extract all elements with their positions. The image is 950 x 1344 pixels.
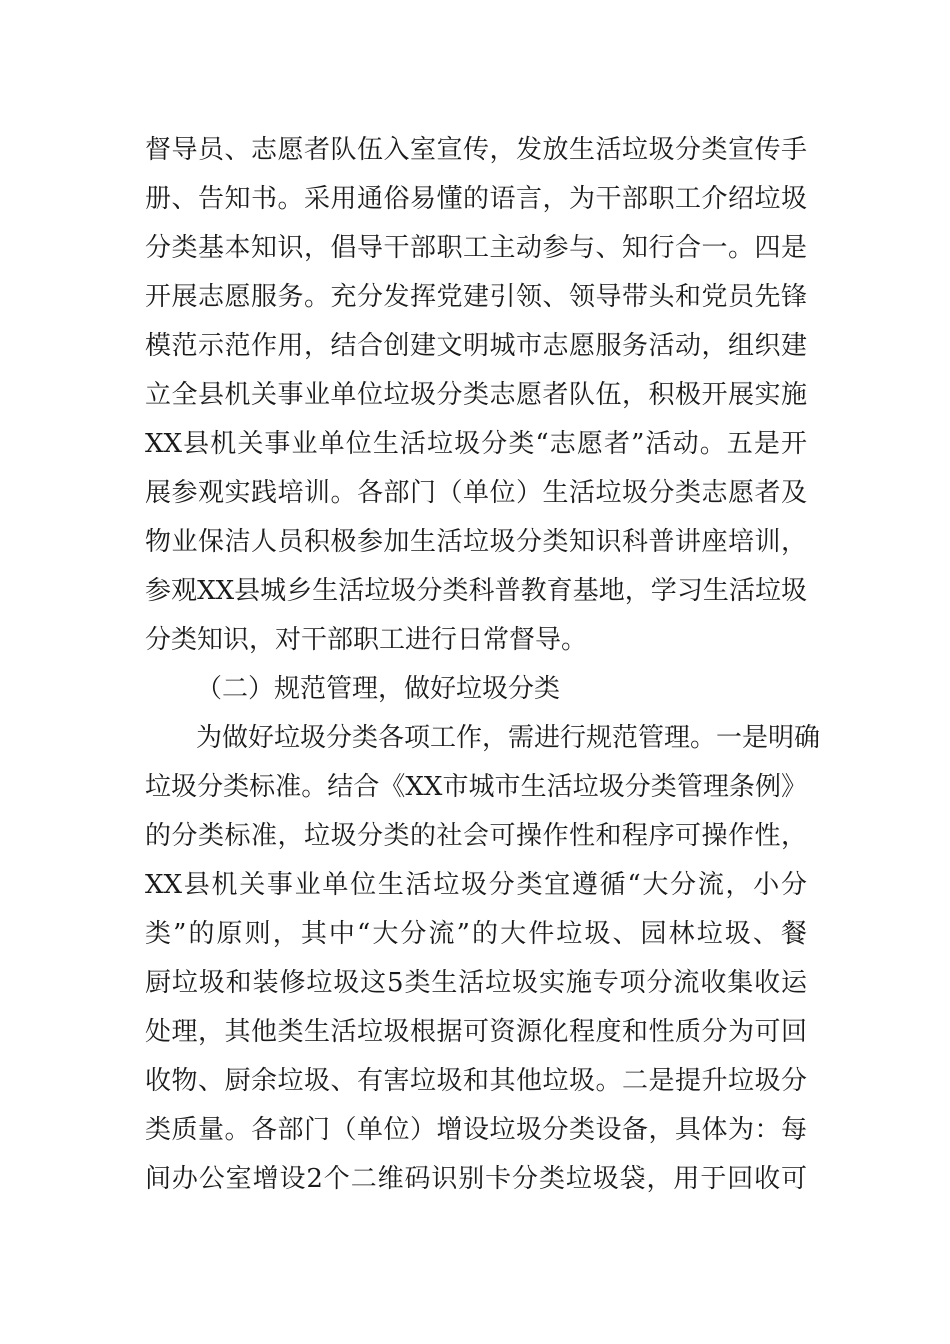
body-text-line: 册、告知书。采用通俗易懂的语言，为干部职工介绍垃圾 [145,184,807,214]
body-text-line: 厨垃圾和装修垃圾这5类生活垃圾实施专项分流收集收运 [145,968,807,998]
body-text-line: 为做好垃圾分类各项工作，需进行规范管理。一是明确 [196,723,821,753]
body-text-line: 类质量。各部门（单位）增设垃圾分类设备，具体为：每 [145,1115,807,1145]
body-text-line: 间办公室增设2个二维码识别卡分类垃圾袋，用于回收可 [145,1164,807,1194]
body-text-line: 开展志愿服务。充分发挥党建引领、领导带头和党员先锋 [145,282,807,312]
body-text-line: XX县机关事业单位生活垃圾分类“志愿者”活动。五是开 [145,429,807,459]
body-text-line: 垃圾分类标准。结合《XX市城市生活垃圾分类管理条例》 [145,772,807,802]
body-text-line: 的分类标准，垃圾分类的社会可操作性和程序可操作性， [145,821,807,851]
body-text-line: 立全县机关事业单位垃圾分类志愿者队伍，积极开展实施 [145,380,807,410]
body-text-line: 类”的原则，其中“大分流”的大件垃圾、园林垃圾、餐 [145,919,807,949]
body-text-line: 督导员、志愿者队伍入室宣传，发放生活垃圾分类宣传手 [145,135,807,165]
body-text-line: 模范示范作用，结合创建文明城市志愿服务活动，组织建 [145,331,807,361]
body-text-line: XX县机关事业单位生活垃圾分类宜遵循“大分流，小分 [145,870,807,900]
body-text-line: 处理，其他类生活垃圾根据可资源化程度和性质分为可回 [145,1017,807,1047]
body-text-line: 物业保洁人员积极参加生活垃圾分类知识科普讲座培训， [145,527,807,557]
body-text-line: 展参观实践培训。各部门（单位）生活垃圾分类志愿者及 [145,478,807,508]
section-heading: （二）规范管理，做好垃圾分类 [196,674,561,704]
body-text-line: 参观XX县城乡生活垃圾分类科普教育基地，学习生活垃圾 [145,576,807,606]
body-text-line: 收物、厨余垃圾、有害垃圾和其他垃圾。二是提升垃圾分 [145,1066,807,1096]
body-text-line: 分类基本知识，倡导干部职工主动参与、知行合一。四是 [145,233,807,263]
body-text-line: 分类知识，对干部职工进行日常督导。 [145,625,588,655]
